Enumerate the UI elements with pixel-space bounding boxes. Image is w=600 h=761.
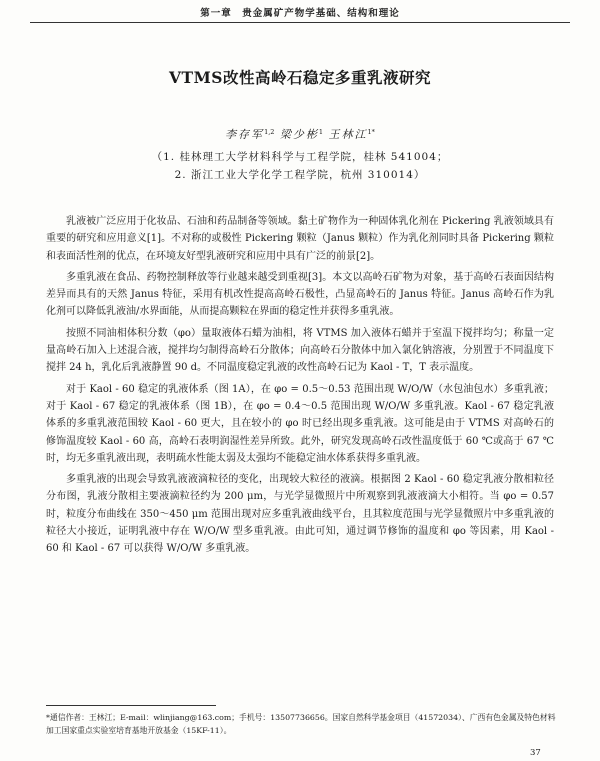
author-name: 李存军 bbox=[225, 128, 265, 141]
footnote-rule bbox=[46, 705, 216, 706]
paragraph: 乳液被广泛应用于化妆品、石油和药品制备等领域。黏土矿物作为一种固体乳化剂在 Pickering 乳液领域具有重要的研究和应用意义[1]。不对称的或极性 Pickering 颗粒（Janus 颗粒）作为乳化剂同时具备 Pickering 颗粒和表面活性剂的优点，在环境友好型乳液研究和应用中具有广泛的前景[2]。 bbox=[46, 216, 554, 262]
paragraph: 对于 Kaol - 60 稳定的乳液体系（图 1A），在 φo = 0.5～0.53 范围出现 W/O/W（水包油包水）多重乳液；对于 Kaol - 67 稳定的乳液体系（图 1B），在 φo = 0.4～0.5 范围出现 W/O/W 多重乳液。Kaol - 67 稳定乳液体系的多重乳液范围较 Kaol - 60 更大，且在较小的 φo 时已经出现多重乳液。这可能是由于 VTMS 对高岭石的修饰温度较 Kaol - 60 高，高岭石表明润湿性差异所致。此外，研究发现高岭石改性温度低于 60 ℃或高于 67 ℃时，均无多重乳液出现，表明疏水性能太弱及太强均不能稳定油水体系获得多重乳液。 bbox=[46, 383, 554, 464]
author-affiliation-mark: 1,2 bbox=[264, 128, 275, 136]
author-line bbox=[0, 126, 600, 142]
footnote: *通信作者：王林江；E-mail：wlinjiang@163.com；手机号：13507736656。国家自然科学基金项目（41572034）、广西有色金属及特色材料加工国家重点实验室培育基地开放基金（15KF-11）。 bbox=[46, 713, 556, 735]
body-text bbox=[46, 213, 554, 562]
author-affiliation-mark: 1 bbox=[318, 128, 324, 136]
author-affiliation-mark: 1* bbox=[367, 128, 375, 136]
author-name: 王林江 bbox=[328, 128, 368, 141]
page-number: 37 bbox=[530, 748, 541, 758]
header-rule bbox=[30, 22, 570, 23]
paragraph: 按照不同油相体积分数（φo）量取液体石蜡为油相，将 VTMS 加入液体石蜡并于室温下搅拌均匀；称量一定量高岭石加入上述混合液，搅拌均匀制得高岭石分散体；向高岭石分散体中加入氯化钠溶液，分别置于不同温度下搅拌 24 h，乳化后乳液静置 90 d。不同温度稳定乳液的改性高岭石记为 Kaol - T，T 表示温度。 bbox=[46, 327, 554, 374]
affiliation-2: 2. 浙江工业大学化学工程学院，杭州 310014） bbox=[174, 169, 426, 181]
paragraph: 多重乳液在食品、药物控制释放等行业越来越受到重视[3]。本文以高岭石矿物为对象，基于高岭石表面因结构差异而具有的天然 Janus 特征，采用有机改性提高高岭石极性，凸显高岭石的 Janus 特征。Janus 高岭石作为乳化剂可以降低乳液油/水界面能，从而提高颗粒在界面的稳定性并获得多重乳液。 bbox=[46, 271, 554, 318]
paragraph: 多重乳液的出现会导致乳液液滴粒径的变化，出现较大粒径的液滴。根据图 2 Kaol - 60 稳定乳液分散相粒径分布图，乳液分散相主要液滴粒径约为 200 μm，与光学显微照片中所观察到乳液液滴大小相符。当 φo = 0.57 时，粒度分布曲线在 350～450 μm 范围出现对应多重乳液曲线平台，且其粒度范围与光学显微照片中多重乳液的粒径大小接近，证明乳液中存在 W/O/W 型多重乳液。由此可知，通过调节修饰的温度和 φo 等因素，用 Kaol - 60 和 Kaol - 67 可以获得 W/O/W 多重乳液。 bbox=[46, 474, 554, 555]
article-title: VTMS改性高岭石稳定多重乳液研究 bbox=[169, 68, 431, 87]
running-header: 第一章 贵金属矿产物学基础、结构和理论 bbox=[200, 8, 400, 19]
author-name: 梁少彬 bbox=[279, 128, 319, 141]
affiliation-1: （1. 桂林理工大学材料科学与工程学院，桂林 541004； bbox=[151, 151, 449, 163]
